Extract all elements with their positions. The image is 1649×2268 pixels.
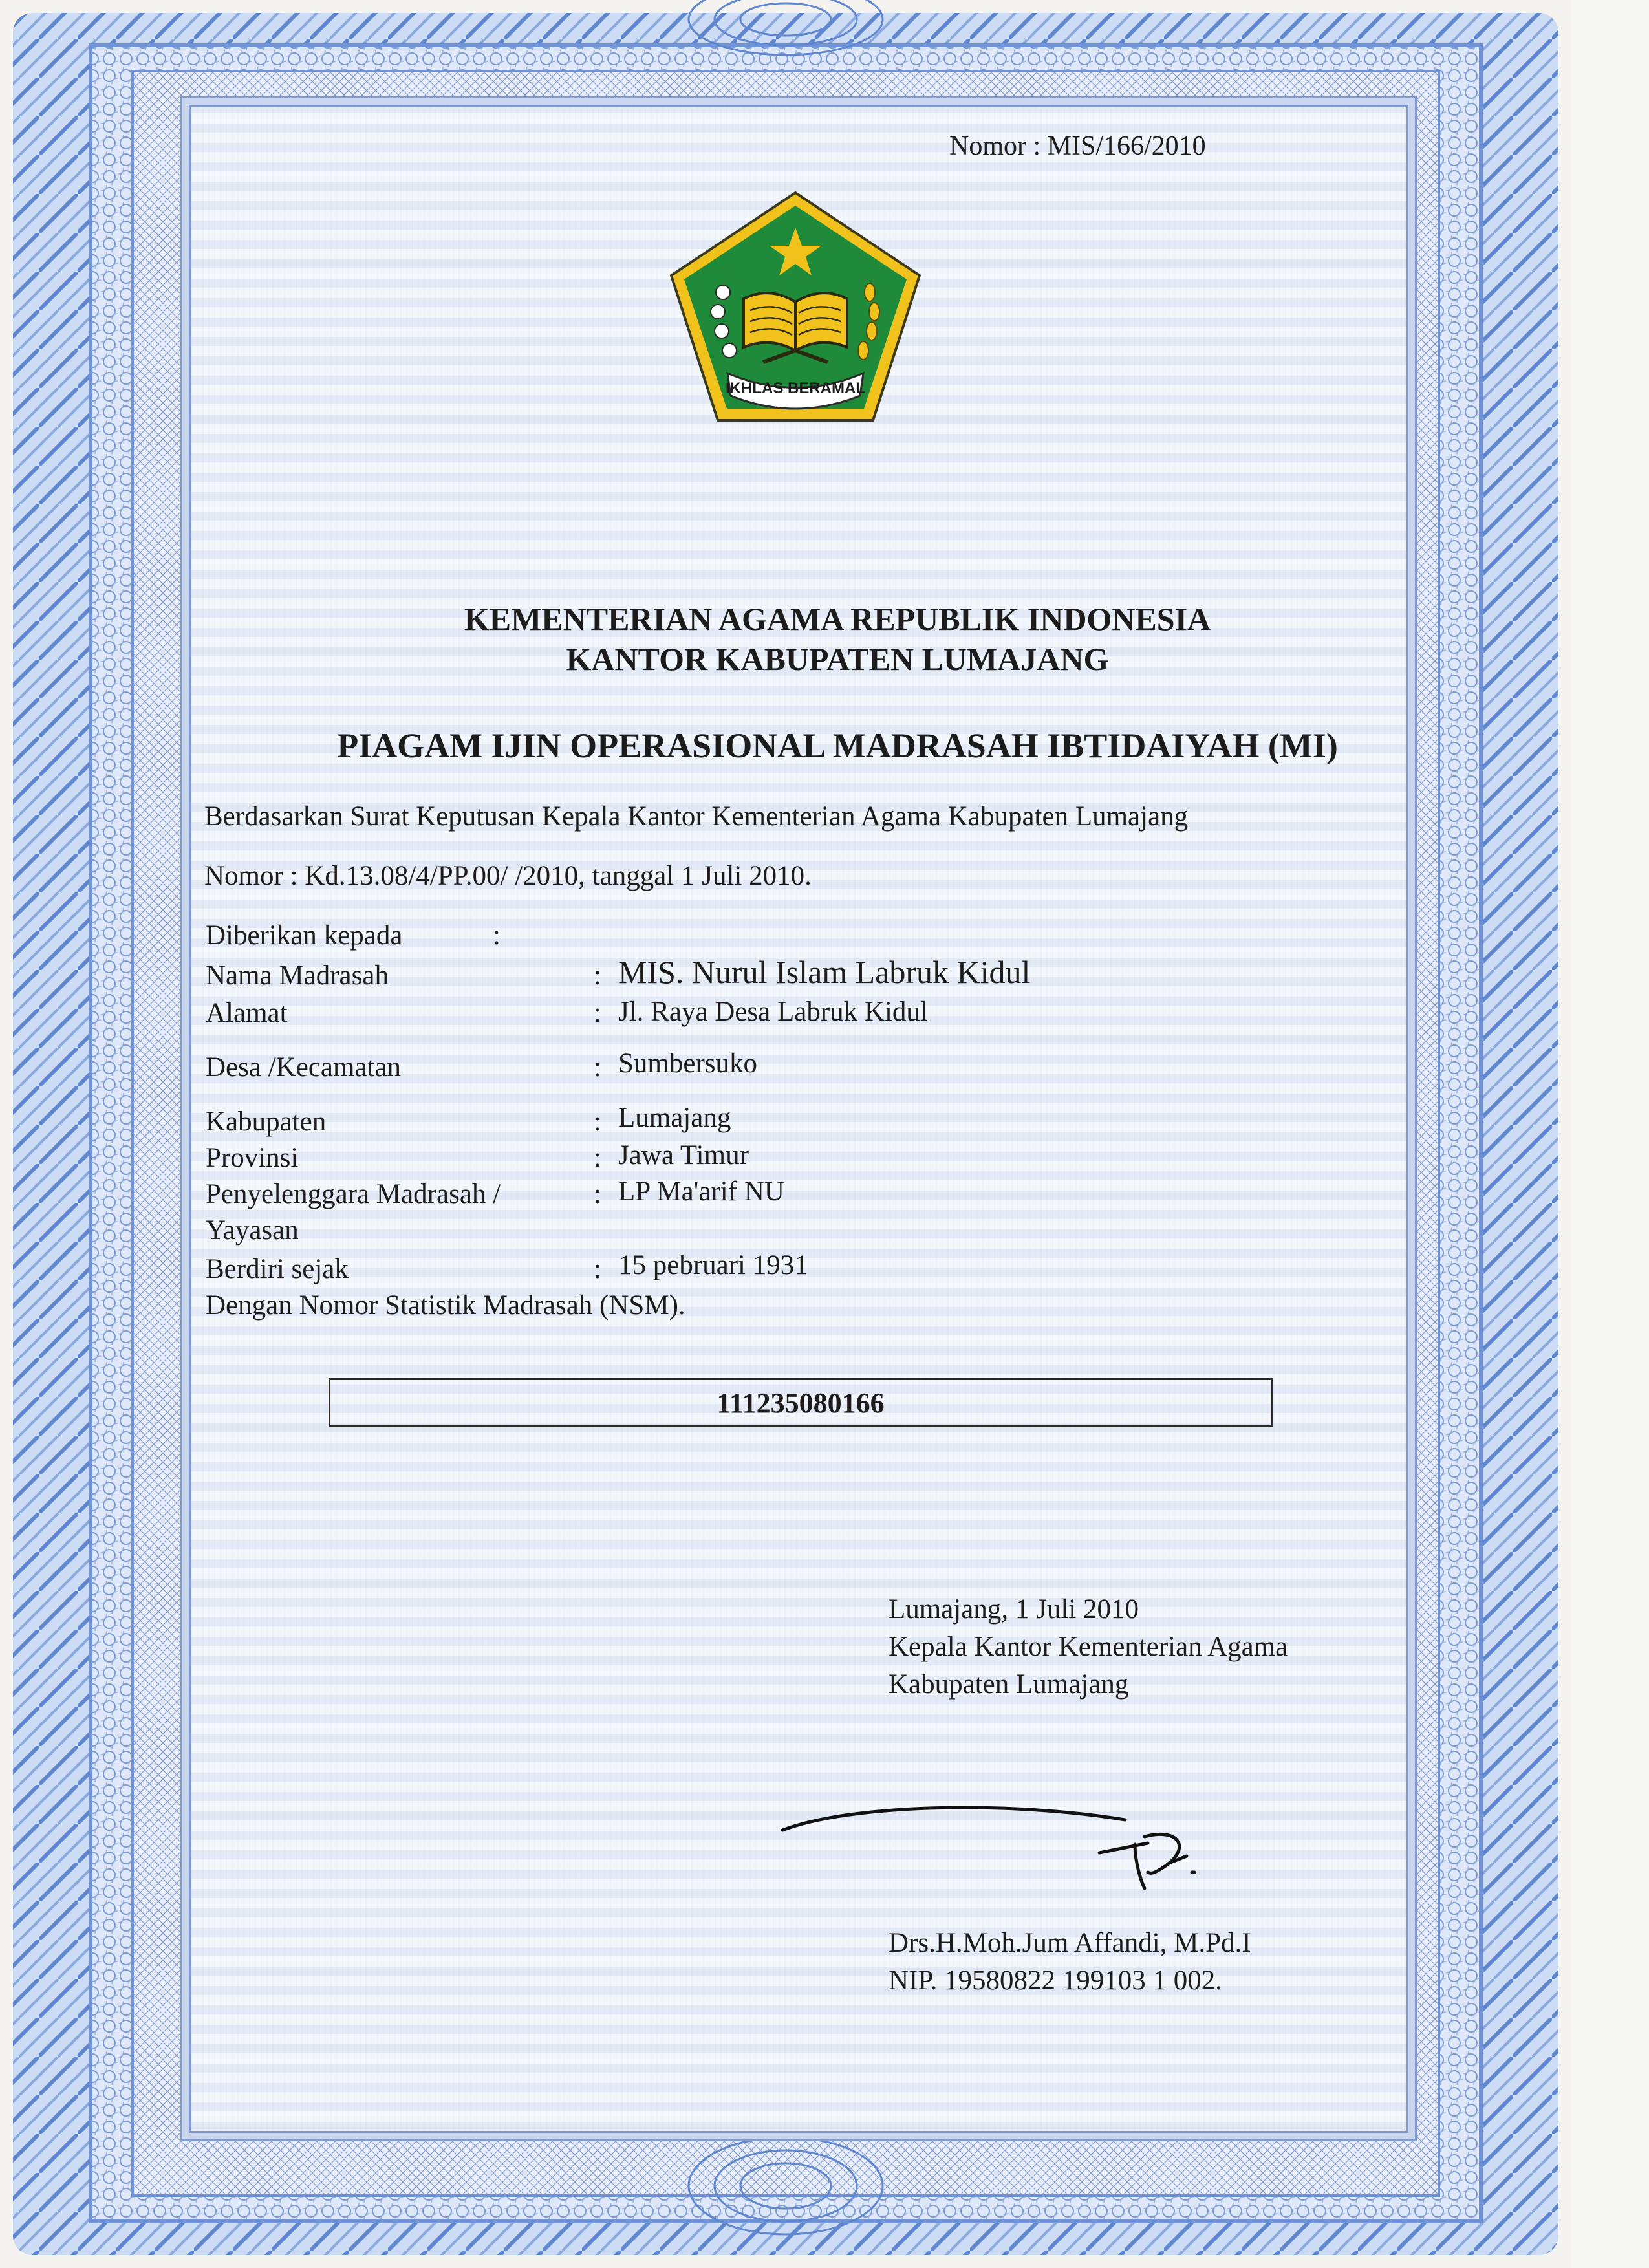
signatory-nip: NIP. 19580822 199103 1 002. [889,1965,1223,1996]
field-label-alamat: Alamat [206,998,288,1028]
field-colon: : [594,1179,601,1209]
field-value-provinsi: Jawa Timur [618,1140,749,1171]
field-colon: : [594,1107,601,1137]
heading-ministry: KEMENTERIAN AGAMA REPUBLIK INDONESIA [464,601,1211,637]
field-colon: : [594,998,601,1028]
field-colon: : [594,960,601,991]
signature-office: Kabupaten Lumajang [889,1669,1129,1700]
signatory-name: Drs.H.Moh.Jum Affandi, M.Pd.I [889,1928,1251,1958]
field-value-berdiri: 15 pebruari 1931 [618,1250,808,1280]
emblem-motto: IKHLAS BERAMAL [726,380,865,397]
field-label-provinsi: Provinsi [206,1143,299,1173]
field-colon: : [594,1052,601,1083]
nsm-label: Dengan Nomor Statistik Madrasah (NSM). [206,1290,685,1321]
page-edge [1571,0,1649,2268]
kementerian-agama-emblem-icon [666,189,925,428]
field-value-nama: MIS. Nurul Islam Labruk Kidul [618,954,1031,990]
field-label-nama: Nama Madrasah [206,960,389,991]
handwritten-signature [773,1791,1238,1908]
signature-position: Kepala Kantor Kementerian Agama [889,1632,1288,1662]
field-label-kabupaten: Kabupaten [206,1107,327,1137]
field-value-desa: Sumbersuko [618,1048,757,1079]
nsm-number: 111235080166 [717,1387,885,1419]
certificate-title: PIAGAM IJIN OPERASIONAL MADRASAH IBTIDAIYAH (MI) [337,726,1338,765]
field-value-kabupaten: Lumajang [618,1103,731,1133]
certificate-number: Nomor : MIS/166/2010 [949,131,1206,161]
field-label-yayasan: Yayasan [206,1215,299,1246]
field-colon: : [594,1143,601,1173]
basis-line-2: Nomor : Kd.13.08/4/PP.00/ /2010, tanggal 1 Juli 2010. [204,861,812,891]
given-to-label: Diberikan kepada [206,920,403,951]
field-label-penyelenggara: Penyelenggara Madrasah / [206,1179,501,1209]
nsm-number-box [329,1378,1273,1427]
field-label-desa: Desa /Kecamatan [206,1052,402,1083]
basis-line-1: Berdasarkan Surat Keputusan Kepala Kantor Kementerian Agama Kabupaten Lumajang [204,801,1189,832]
field-value-penyelenggara: LP Ma'arif NU [618,1176,784,1207]
heading-office: KANTOR KABUPATEN LUMAJANG [566,641,1109,677]
given-to-colon: : [493,920,501,951]
field-colon: : [594,1254,601,1284]
field-value-alamat: Jl. Raya Desa Labruk Kidul [618,997,928,1027]
signature-place-date: Lumajang, 1 Juli 2010 [889,1594,1139,1625]
field-label-berdiri: Berdiri sejak [206,1254,349,1284]
